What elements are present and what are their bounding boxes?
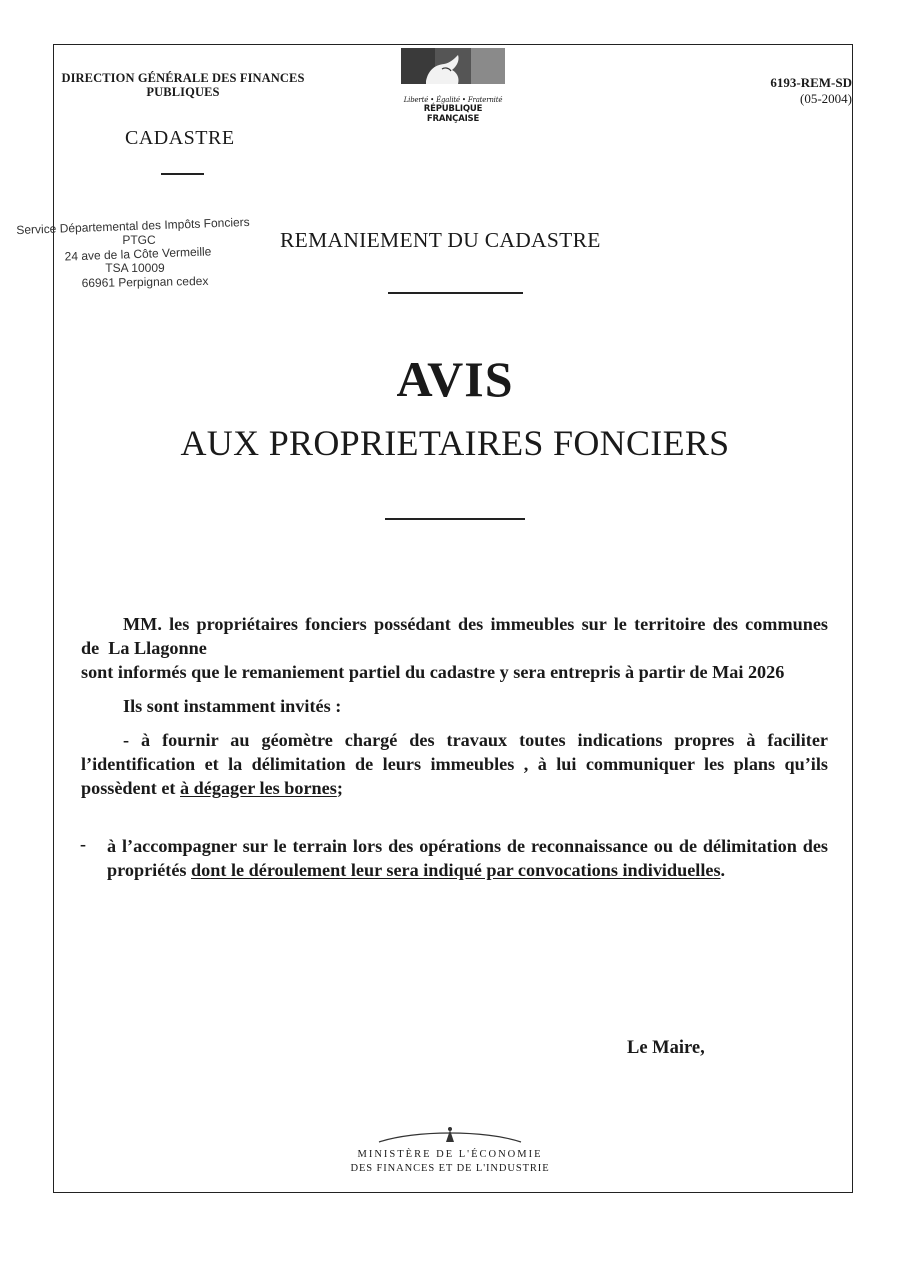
item-2-end: . [720, 860, 726, 880]
ministry-emblem [375, 1124, 525, 1146]
signature: Le Maire, [627, 1038, 705, 1058]
ministry-footer [300, 1148, 600, 1176]
notice-body [81, 612, 828, 800]
stamp-line-1: Service Départemental des Impôts Fonciers [16, 214, 250, 238]
divider [388, 292, 523, 294]
notice-title: AVIS [396, 351, 514, 407]
item-2-text: à l’accompagner sur le terrain lors des opérations de reconnaissance ou de délimitation des propriétés [107, 836, 828, 880]
item-2-dash: - [80, 834, 86, 854]
item-1-underlined: à dégager les bornes [180, 778, 337, 798]
divider [161, 173, 204, 175]
form-reference [720, 75, 852, 107]
subject-heading: REMANIEMENT DU CADASTRE [280, 228, 601, 252]
stamp-line-5: 66961 Perpignan cedex [81, 273, 209, 291]
ministry-line-2: DES FINANCES ET DE L'INDUSTRIE [350, 1163, 550, 1174]
item-2-underlined: dont le déroulement leur sera indiqué par convocations individuelles [191, 860, 721, 880]
notice-subtitle: AUX PROPRIETAIRES FONCIERS [180, 423, 730, 463]
commune-name: La Llagonne [108, 638, 207, 658]
office-stamp [8, 214, 258, 291]
logo-caption [398, 96, 508, 124]
department-label: CADASTRE [125, 127, 235, 149]
intro-text: MM. les propriétaires fonciers possédant des immeubles sur le territoire des communes de [81, 614, 828, 658]
stamp-line-4: TSA 10009 [105, 261, 165, 275]
instruction-item-2 [107, 834, 828, 882]
intro-continuation: sont informés que le remaniement partiel du cadastre y sera entrepris à partir de Mai 2026 [81, 662, 785, 682]
form-code: 6193-REM-SD [770, 75, 852, 90]
stamp-line-2: PTGC [122, 233, 156, 247]
divider [385, 518, 525, 520]
ministry-line-1: MINISTÈRE DE L'ÉCONOMIE [357, 1149, 543, 1160]
logo-name: RÉPUBLIQUE FRANÇAISE [423, 104, 483, 124]
invitation-line: Ils sont instamment invités : [123, 696, 342, 716]
item-1-end: ; [336, 778, 343, 798]
logo-motto: Liberté • Égalité • Fraternité [403, 96, 503, 104]
intro-paragraph [81, 612, 828, 660]
issuing-authority: DIRECTION GÉNÉRALE DES FINANCES PUBLIQUES [61, 71, 305, 99]
instruction-item-1 [81, 728, 828, 800]
stamp-line-3: 24 ave de la Côte Vermeille [64, 244, 212, 264]
item-1-text: - à fournir au géomètre chargé des travaux toutes indications propres à faciliter l’identification et la délimitation de leurs immeubles , à lui communiquer les plans qu’ils possèdent et [81, 730, 828, 798]
form-date: (05-2004) [800, 91, 852, 106]
